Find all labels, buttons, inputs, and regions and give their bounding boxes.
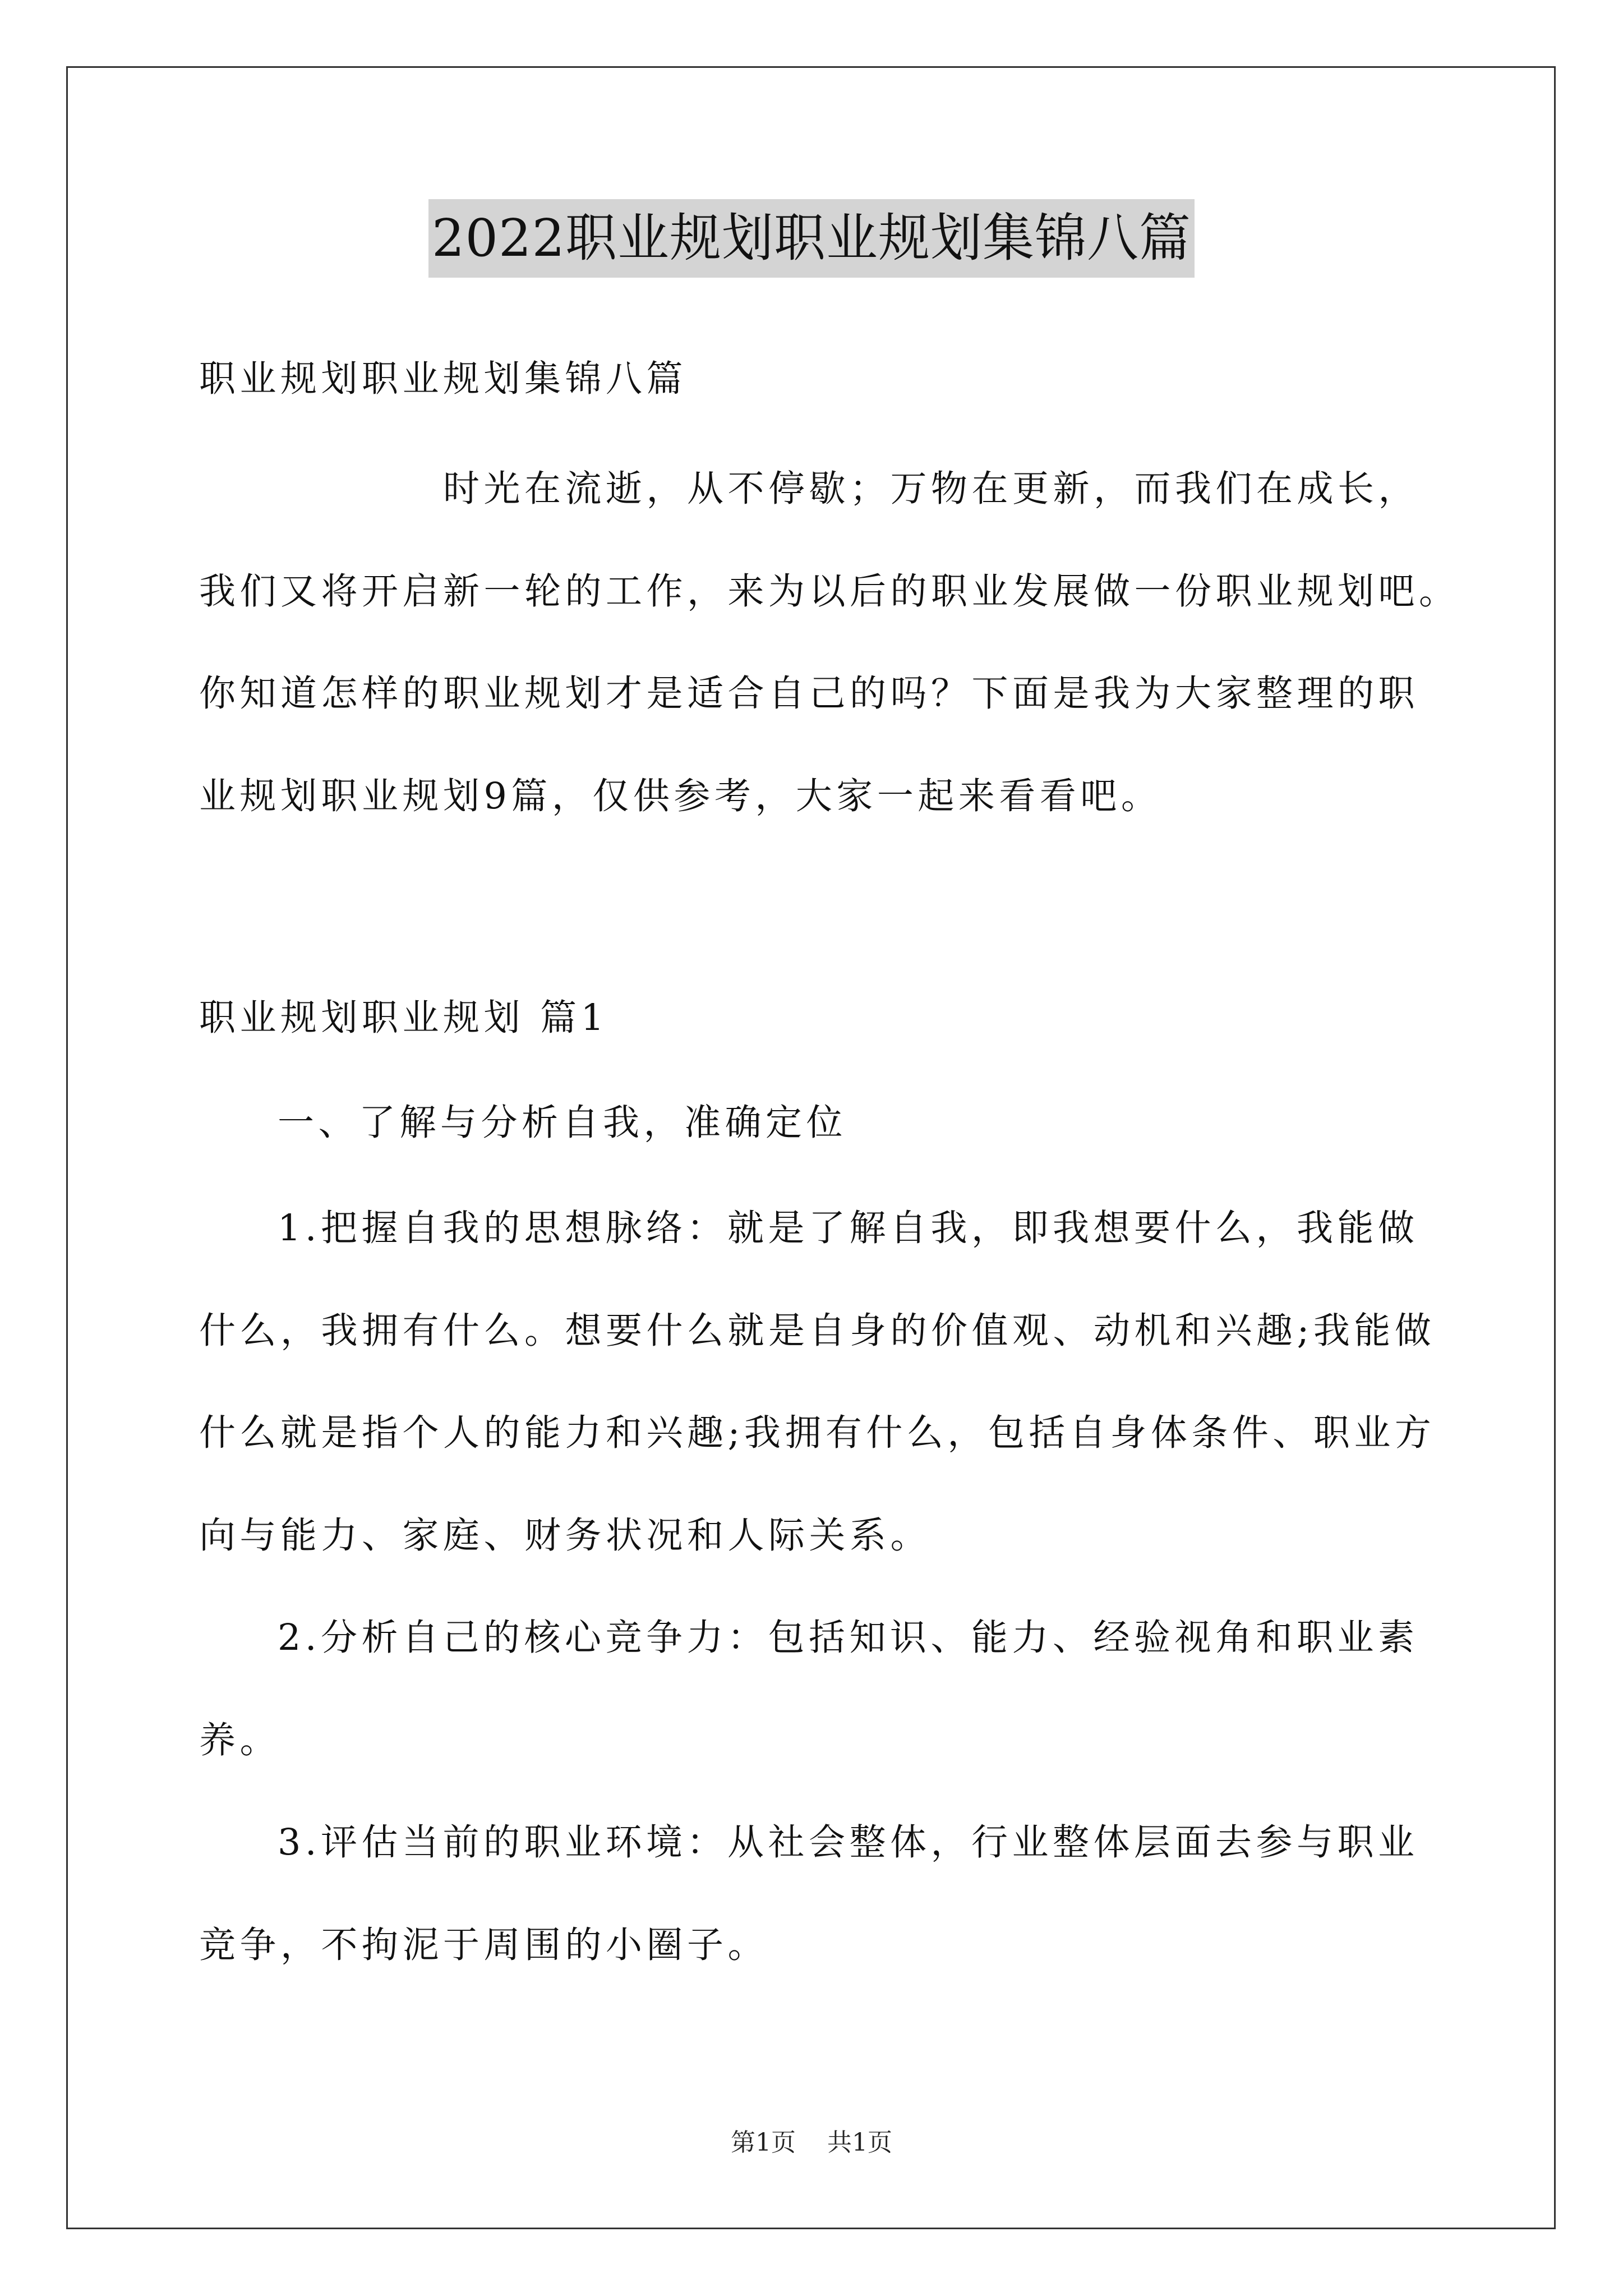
- paragraph-line: 时光在流逝，从不停歇；万物在更新，而我们在成长，: [443, 468, 1419, 510]
- paragraph-line: 竞争，不拘泥于周围的小圈子。: [199, 1924, 769, 1966]
- page-footer: [0, 2126, 1623, 2160]
- subtitle-line: 职业规划职业规划集锦八篇: [199, 358, 688, 400]
- subsection-heading: 一、了解与分析自我，准确定位: [278, 1102, 847, 1144]
- paragraph-line: 1.把握自我的思想脉络：就是了解自我，即我想要什么，我能做: [278, 1207, 1419, 1249]
- paragraph-line: 业规划职业规划9篇，仅供参考，大家一起来看看吧。: [199, 775, 1162, 817]
- paragraph-line: 3.评估当前的职业环境：从社会整体，行业整体层面去参与职业: [278, 1821, 1419, 1864]
- paragraph-line: 养。: [199, 1719, 281, 1761]
- page-total: 共1页: [827, 2128, 892, 2157]
- paragraph-line: 向与能力、家庭、财务状况和人际关系。: [199, 1515, 932, 1557]
- document-title: 2022职业规划职业规划集锦八篇: [428, 199, 1195, 278]
- section-heading: 职业规划职业规划 篇1: [199, 997, 608, 1039]
- paragraph-line: 你知道怎样的职业规划才是适合自己的吗？下面是我为大家整理的职: [199, 673, 1419, 715]
- paragraph-line: 2.分析自己的核心竞争力：包括知识、能力、经验视角和职业素: [278, 1617, 1419, 1659]
- title-container: [0, 199, 1623, 278]
- page-number: 第1页: [731, 2128, 796, 2157]
- paragraph-line: 我们又将开启新一轮的工作，来为以后的职业发展做一份职业规划吧。: [199, 570, 1460, 613]
- paragraph-line: 什么就是指个人的能力和兴趣;我拥有什么，包括自身体条件、职业方: [199, 1412, 1436, 1454]
- paragraph-line: 什么，我拥有什么。想要什么就是自身的价值观、动机和兴趣;我能做: [199, 1310, 1436, 1352]
